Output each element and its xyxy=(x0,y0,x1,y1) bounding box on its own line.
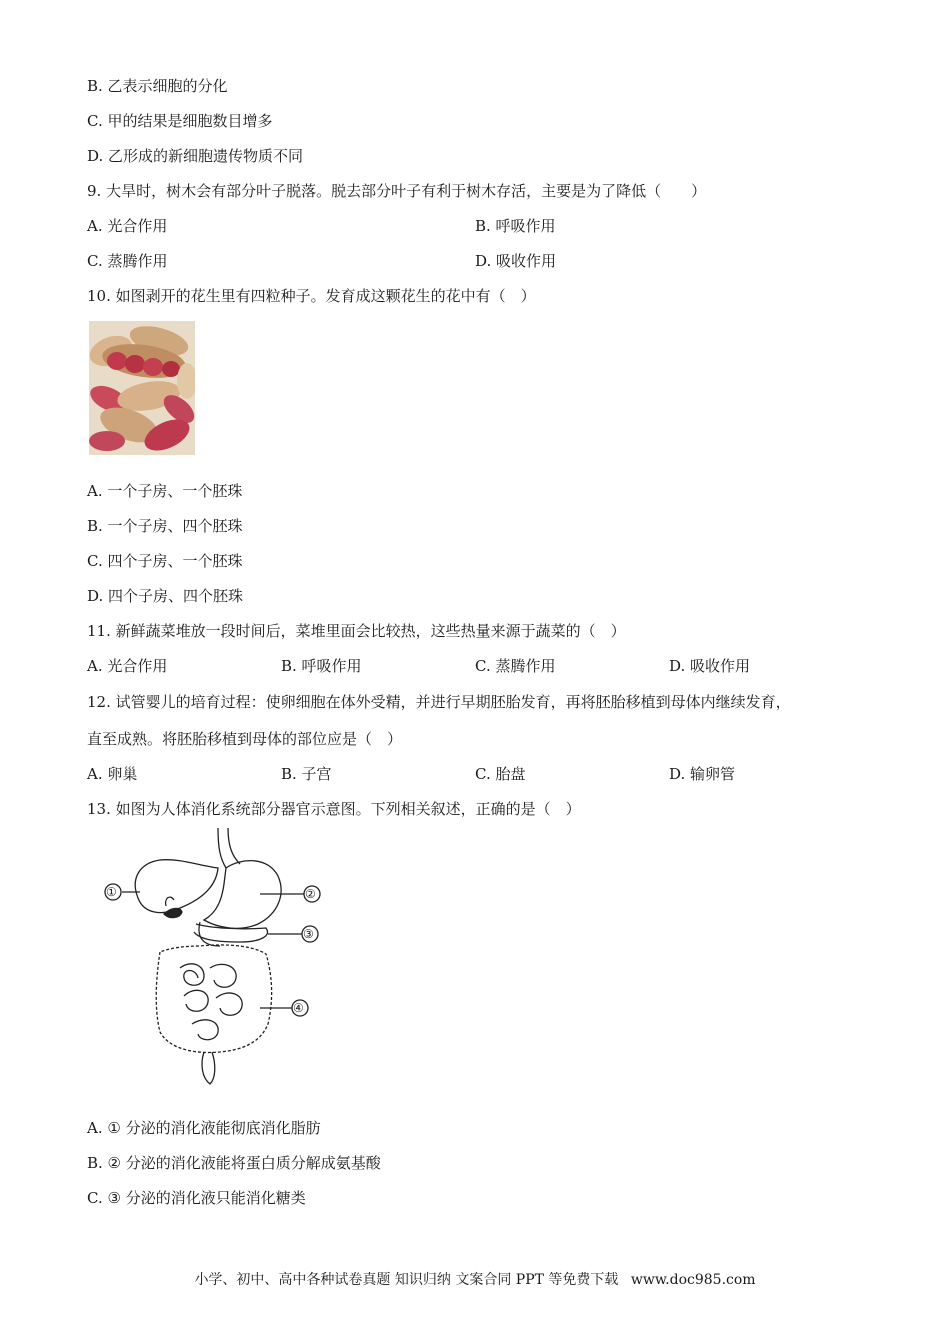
q12-option-c: C. 胎盘 xyxy=(475,765,526,783)
q12-stem-line2: 直至成熟。将胚胎移植到母体的部位应是（ ） xyxy=(87,730,403,748)
label-2: ② xyxy=(305,887,316,901)
q9-option-a: A. 光合作用 xyxy=(87,217,168,235)
q9-option-c: C. 蒸腾作用 xyxy=(87,252,168,270)
q12-option-d: D. 输卵管 xyxy=(669,765,736,783)
q8-option-c: C. 甲的结果是细胞数目增多 xyxy=(87,112,273,130)
label-1: ① xyxy=(106,885,117,899)
q10-option-d: D. 四个子房、四个胚珠 xyxy=(87,587,244,605)
q13-option-a: A. ① 分泌的消化液能彻底消化脂肪 xyxy=(87,1119,321,1137)
q9-stem: 9. 大旱时，树木会有部分叶子脱落。脱去部分叶子有利于树木存活，主要是为了降低（ ） xyxy=(87,182,707,200)
q11-stem: 11. 新鲜蔬菜堆放一段时间后，菜堆里面会比较热，这些热量来源于蔬菜的（ ） xyxy=(87,622,626,640)
q12-stem-line1: 12. 试管婴儿的培育过程：使卵细胞在体外受精，并进行早期胚胎发育，再将胚胎移植到母体内继续发育， xyxy=(87,693,791,711)
q9-option-d: D. 吸收作用 xyxy=(475,252,557,270)
peanut-image xyxy=(89,321,195,455)
q11-option-b: B. 呼吸作用 xyxy=(281,657,362,675)
q13-option-b: B. ② 分泌的消化液能将蛋白质分解成氨基酸 xyxy=(87,1154,381,1172)
q11-option-a: A. 光合作用 xyxy=(87,657,168,675)
footer-text: 小学、初中、高中各种试卷真题 知识归纳 文案合同 PPT 等免费下载 xyxy=(194,1272,619,1288)
footer-url[interactable]: www.doc985.com xyxy=(630,1272,756,1288)
page-footer xyxy=(0,1269,950,1289)
q8-option-b: B. 乙表示细胞的分化 xyxy=(87,77,228,95)
q8-option-d: D. 乙形成的新细胞遗传物质不同 xyxy=(87,147,304,165)
q12-option-b: B. 子宫 xyxy=(281,765,332,783)
q13-stem: 13. 如图为人体消化系统部分器官示意图。下列相关叙述，正确的是（ ） xyxy=(87,800,581,818)
q11-option-c: C. 蒸腾作用 xyxy=(475,657,556,675)
digestive-system-diagram xyxy=(100,828,330,1086)
q10-option-b: B. 一个子房、四个胚珠 xyxy=(87,517,243,535)
q9-option-b: B. 呼吸作用 xyxy=(475,217,556,235)
q13-option-c: C. ③ 分泌的消化液只能消化糖类 xyxy=(87,1189,306,1207)
label-3: ③ xyxy=(303,927,314,941)
q10-option-c: C. 四个子房、一个胚珠 xyxy=(87,552,243,570)
q10-option-a: A. 一个子房、一个胚珠 xyxy=(87,482,243,500)
q10-stem: 10. 如图剥开的花生里有四粒种子。发育成这颗花生的花中有（ ） xyxy=(87,287,536,305)
q12-option-a: A. 卵巢 xyxy=(87,765,138,783)
label-4: ④ xyxy=(293,1001,304,1015)
q11-option-d: D. 吸收作用 xyxy=(669,657,751,675)
